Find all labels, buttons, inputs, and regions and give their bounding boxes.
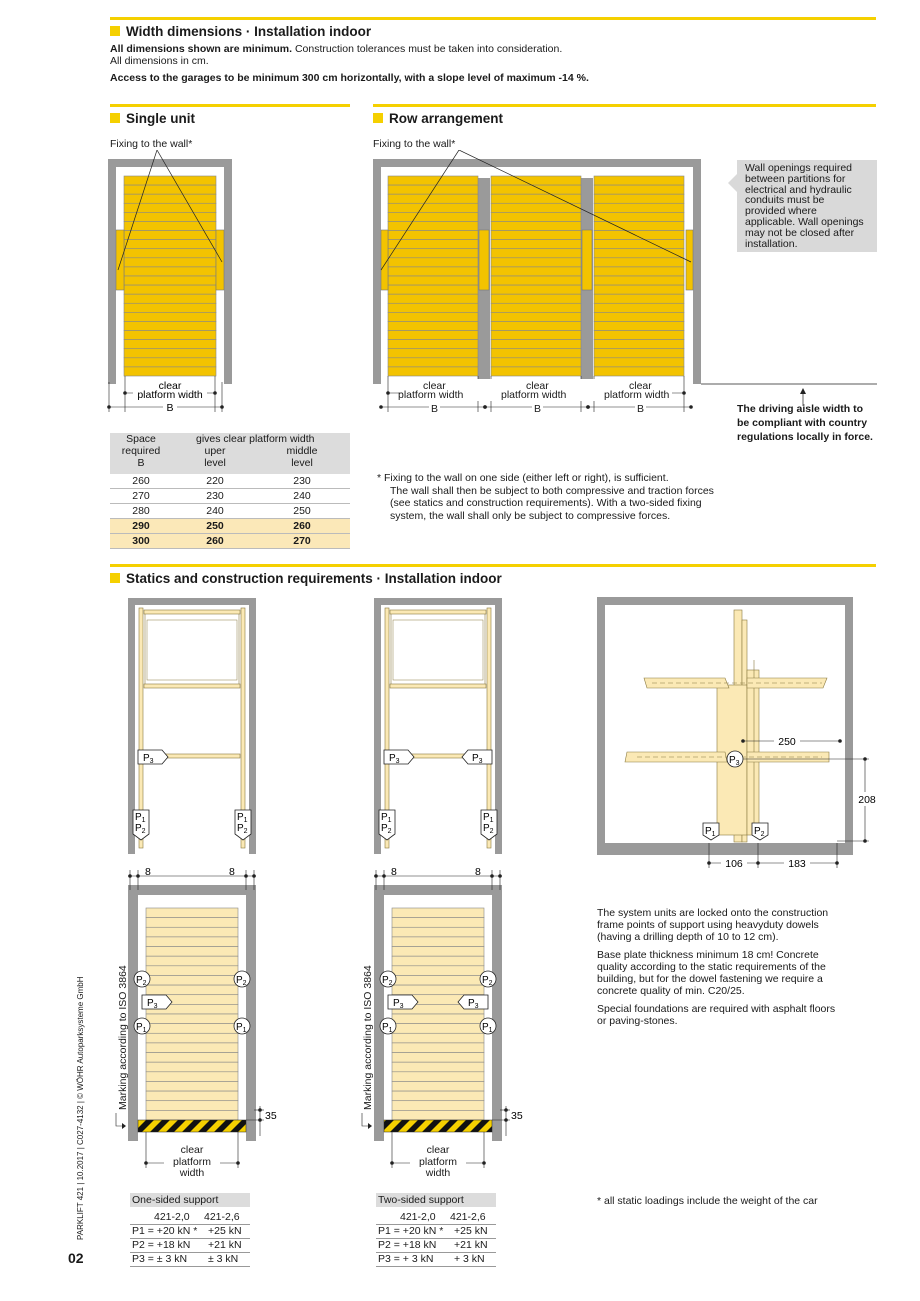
platform-width-label: platform width <box>137 389 203 401</box>
clear-label: clear <box>158 380 182 392</box>
svg-text:183: 183 <box>788 858 806 870</box>
wall-note-text: Wall openings required between partitions for electrical and hydraulic conduits must be provided where applicable. Wall openings may not be closed after installation. <box>745 162 864 250</box>
svg-text:8: 8 <box>475 866 481 878</box>
intro-line-3: Access to the garages to be minimum 300 cm horizontally, with a slope level of maximum -14 %. <box>110 72 589 84</box>
svg-text:P2: $P_2$ <box>135 823 146 835</box>
svg-text:35: 35 <box>511 1110 523 1122</box>
svg-text:P2: $P_2$ <box>381 823 392 835</box>
svg-text:P1: $P_1$ <box>705 826 716 838</box>
table-row: 280 240 250 <box>110 504 350 519</box>
yellow-square-icon <box>373 113 383 123</box>
svg-text:P3: $P_3$ <box>468 998 479 1010</box>
svg-text:P1: $P_1$ <box>381 812 392 824</box>
svg-text:P2: $P_2$ <box>482 975 493 987</box>
side-footer-text: PARKLIFT 421 | 10.2017 | C027-4132 | © WÖHR Autoparksysteme GmbH <box>76 976 85 1240</box>
svg-text:P2: $P_2$ <box>754 826 765 838</box>
table-row: P3 = ± 3 kN ± 3 kN <box>130 1253 250 1267</box>
table-row: 300 260 270 <box>110 534 350 549</box>
row-arrangement-title: Row arrangement <box>373 111 503 126</box>
load-table-two-sided: Two-sided support 421-2,0 421-2,6 P1 = +20 kN * +25 kN P2 = +18 kN +21 kN P3 = + 3 kN + 3 kN <box>376 1193 496 1267</box>
section-rule <box>110 564 876 567</box>
svg-text:P1: $P_1$ <box>135 812 146 824</box>
single-fixing-label: Fixing to the wall* <box>110 138 193 150</box>
single-unit-title: Single unit <box>110 111 195 126</box>
yellow-square-icon <box>110 26 120 36</box>
marking-label: Marking according to ISO 3864 <box>117 965 129 1110</box>
section-rule <box>373 104 876 107</box>
platform-slats <box>124 176 216 376</box>
svg-text:P2: $P_2$ <box>483 823 494 835</box>
single-unit-drawing <box>105 150 240 420</box>
svg-text:P3: $P_3$ <box>389 753 400 765</box>
row-fixing-label: Fixing to the wall* <box>373 138 456 150</box>
svg-text:P2: $P_2$ <box>236 975 247 987</box>
section-rule <box>110 17 876 20</box>
b-label: B <box>166 402 174 414</box>
aisle-note: The driving aisle width to be compliant with country regulations locally in force. <box>737 403 873 443</box>
wall-note-box <box>737 160 877 252</box>
platform-slats <box>388 176 684 376</box>
space-rows <box>110 474 350 549</box>
svg-text:P3: $P_3$ <box>147 998 158 1010</box>
clear-platform-width-label: clear platform width <box>173 1144 211 1179</box>
clear-platform-width-label: clear platform width <box>419 1144 457 1179</box>
upper-header: uper level <box>204 445 226 469</box>
marking-label: Marking according to ISO 3864 <box>362 965 374 1110</box>
table-row: P2 = +18 kN +21 kN <box>130 1239 250 1253</box>
gives-header: gives clear platform width <box>196 433 315 445</box>
table-row: 270 230 240 <box>110 489 350 504</box>
static-footnote: * all static loadings include the weight of the car <box>597 1195 818 1207</box>
svg-text:P3: $P_3$ <box>729 755 740 767</box>
svg-text:P3: $P_3$ <box>143 753 154 765</box>
yellow-square-icon <box>110 113 120 123</box>
yellow-square-icon <box>110 573 120 583</box>
section-rule <box>110 104 350 107</box>
clear-label: clear <box>526 380 549 392</box>
svg-text:35: 35 <box>265 1110 277 1122</box>
b-label: B <box>637 403 645 415</box>
svg-text:8: 8 <box>229 866 235 878</box>
svg-text:8: 8 <box>145 866 151 878</box>
svg-text:P1: $P_1$ <box>482 1022 493 1034</box>
svg-text:P1: $P_1$ <box>237 812 248 824</box>
svg-text:250: 250 <box>778 736 796 748</box>
middle-header: middle level <box>286 445 318 469</box>
table-row: 260 220 230 <box>110 474 350 489</box>
svg-text:106: 106 <box>725 858 743 870</box>
intro-line-2: All dimensions in cm. <box>110 55 209 67</box>
svg-text:P2: $P_2$ <box>382 975 393 987</box>
width-section-title: Width dimensions · Installation indoor <box>110 24 371 39</box>
load-table-one-sided: One-sided support 421-2,0 421-2,6 P1 = +20 kN * +25 kN P2 = +18 kN +21 kN P3 = ± 3 kN ± 3 kN <box>130 1193 250 1267</box>
table-row: 290 250 260 <box>110 519 350 534</box>
static-notes: The system units are locked onto the construction frame points of support using heavyduty dowels (having a drilling depth of 10 to 12 cm). Base plate thickness minimum 18 cm! Concrete quality according to the static requirements of the building, but for the dowel fastening we require a concrete quality of min. C20/25. Special foundations are required with asphalt floors or paving-stones. <box>597 907 836 1027</box>
platform-width-label: platform width <box>398 389 464 401</box>
svg-text:P1: $P_1$ <box>136 1022 147 1034</box>
statics-drawings <box>100 590 880 1180</box>
b-label: B <box>431 403 439 415</box>
intro-line-1: All dimensions shown are minimum. Construction tolerances must be taken into consideration. <box>110 43 563 55</box>
svg-text:8: 8 <box>391 866 397 878</box>
space-header: Space required B <box>121 433 161 469</box>
space-table <box>110 433 350 545</box>
clear-label: clear <box>423 380 446 392</box>
svg-text:P1: $P_1$ <box>236 1022 247 1034</box>
table-row: P3 = + 3 kN + 3 kN <box>376 1253 496 1267</box>
statics-section-title: Statics and construction requirements · Installation indoor <box>110 571 502 586</box>
table-row: P1 = +20 kN * +25 kN <box>130 1225 250 1239</box>
b-label: B <box>534 403 542 415</box>
svg-text:P2: $P_2$ <box>237 823 248 835</box>
clear-label: clear <box>629 380 652 392</box>
svg-text:P1: $P_1$ <box>382 1022 393 1034</box>
fixing-footnote: * Fixing to the wall on one side (either left or right), is sufficient. The wall shall then be subject to both compressive and traction forces (see statics and construction requirements). With a two-sided fixing system, the wall shall only be subject to compressive forces. <box>377 472 714 522</box>
svg-text:208: 208 <box>858 794 876 806</box>
platform-width-label: platform width <box>604 389 670 401</box>
table-row: P1 = +20 kN * +25 kN <box>376 1225 496 1239</box>
page-number: 02 <box>68 1250 84 1266</box>
svg-text:P3: $P_3$ <box>393 998 404 1010</box>
table-row: P2 = +18 kN +21 kN <box>376 1239 496 1253</box>
platform-width-label: platform width <box>501 389 567 401</box>
svg-text:P2: $P_2$ <box>136 975 147 987</box>
svg-text:P1: $P_1$ <box>483 812 494 824</box>
svg-text:P3: $P_3$ <box>472 753 483 765</box>
